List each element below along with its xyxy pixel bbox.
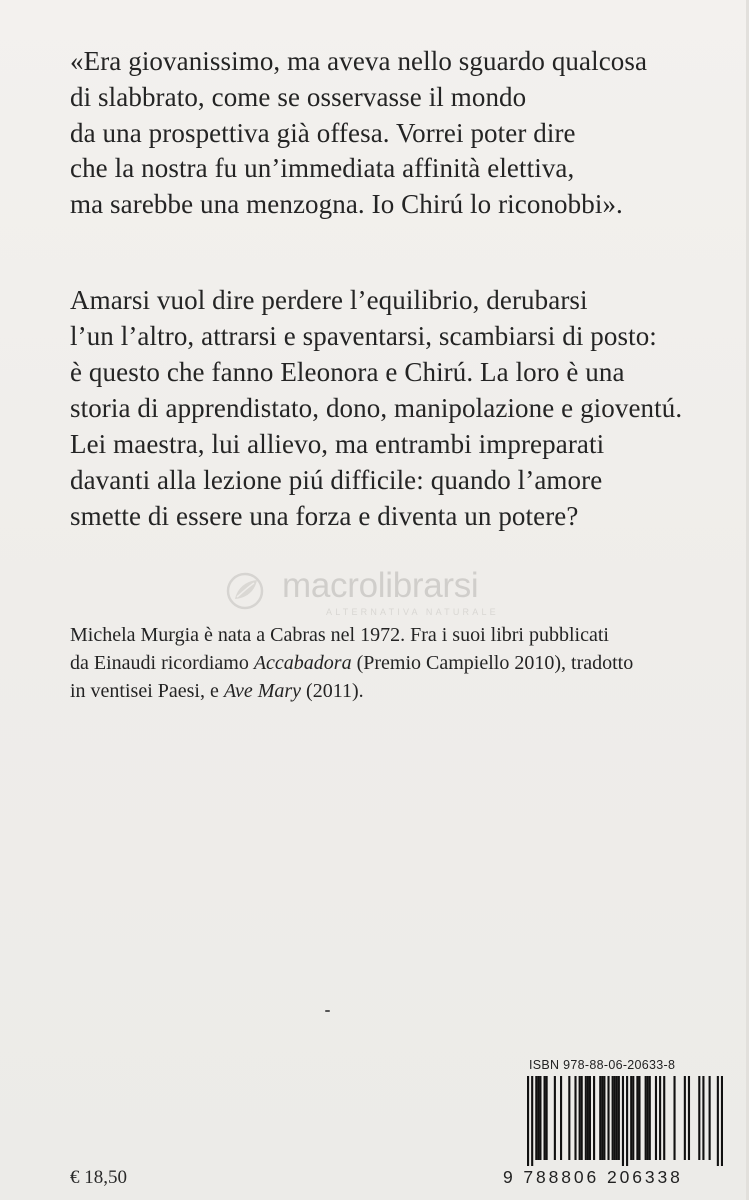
barcode-bar <box>684 1076 686 1160</box>
barcode-bar <box>601 1076 603 1160</box>
barcode-bar <box>618 1076 620 1160</box>
barcode-bar <box>655 1076 657 1160</box>
barcode-bar <box>698 1076 700 1160</box>
barcode-bar <box>647 1076 649 1160</box>
isbn-label: ISBN 978-88-06-20633-8 <box>529 1058 676 1072</box>
bio-text: (2011). <box>301 680 364 702</box>
book-title: Accabadora <box>253 652 352 674</box>
bio-text: da Einaudi ricordiamo <box>70 652 254 674</box>
opening-quote <box>70 44 720 223</box>
barcode-bar <box>603 1076 605 1160</box>
synopsis-line: davanti alla lezione piú difficile: quando l’amore <box>70 465 603 495</box>
barcode-bar <box>527 1076 529 1166</box>
barcode-bar <box>632 1076 634 1160</box>
barcode-bar <box>630 1076 632 1160</box>
barcode-bar <box>638 1076 640 1160</box>
barcode-bar <box>616 1076 618 1160</box>
bio-text: (Premio Campiello 2010), tradotto <box>351 652 634 674</box>
barcode-bar <box>663 1076 665 1160</box>
bio-text: in ventisei Paesi, e <box>70 680 224 702</box>
synopsis <box>70 282 730 534</box>
barcode-bar <box>636 1076 638 1160</box>
barcode-bar <box>614 1076 616 1160</box>
barcode-bar <box>659 1076 661 1160</box>
price: € 18,50 <box>70 1167 127 1188</box>
watermark <box>226 566 526 622</box>
leaf-logo-icon <box>226 572 264 610</box>
barcode-bar <box>535 1076 537 1160</box>
barcode-bar <box>717 1076 719 1166</box>
synopsis-line: l’un l’altro, attrarsi e spaventarsi, scambiarsi di posto: <box>70 321 657 351</box>
barcode-bar <box>546 1076 548 1160</box>
barcode-digits: 9 788806 206338 <box>503 1167 683 1187</box>
barcode-bar <box>612 1076 614 1160</box>
author-bio <box>70 621 730 705</box>
barcode-bar <box>587 1076 589 1160</box>
barcode-bar <box>554 1076 556 1160</box>
barcode-bar <box>607 1076 609 1160</box>
book-title: Ave Mary <box>223 680 302 702</box>
synopsis-line: smette di essere una forza e diventa un potere? <box>70 501 579 531</box>
barcode-bar <box>531 1076 533 1166</box>
quote-line: da una prospettiva già offesa. Vorrei poter dire <box>70 117 576 148</box>
watermark-name: macrolibrarsi <box>282 566 479 605</box>
synopsis-line: Lei maestra, lui allievo, ma entrambi impreparati <box>70 429 605 459</box>
synopsis-line: è questo che fanno Eleonora e Chirú. La loro è una <box>70 357 625 387</box>
barcode-bar <box>702 1076 704 1160</box>
barcode <box>527 1076 723 1166</box>
barcode-bar <box>574 1076 576 1160</box>
barcode-bar <box>593 1076 595 1160</box>
barcode-bar <box>560 1076 562 1160</box>
barcode-bar <box>645 1076 647 1160</box>
barcode-bar <box>688 1076 690 1160</box>
barcode-bar <box>579 1076 581 1160</box>
quote-line: ma sarebbe una menzogna. Io Chirú lo riconobbi». <box>70 189 623 220</box>
barcode-bar <box>585 1076 587 1160</box>
synopsis-line: storia di apprendistato, dono, manipolazione e gioventú. <box>70 393 683 423</box>
barcode-bar <box>544 1076 546 1160</box>
barcode-bar <box>622 1076 624 1166</box>
barcode-bar <box>589 1076 591 1160</box>
barcode-bar <box>581 1076 583 1160</box>
print-speck <box>325 1010 330 1012</box>
barcode-bar <box>626 1076 628 1166</box>
quote-line: di slabbrato, come se osservasse il mondo <box>70 81 527 112</box>
bio-line: Michela Murgia è nata a Cabras nel 1972. Fra i suoi libri pubblicati <box>70 624 609 646</box>
barcode-bar <box>673 1076 675 1160</box>
bio-line <box>70 649 730 677</box>
synopsis-line: Amarsi vuol dire perdere l’equilibrio, derubarsi <box>70 285 588 315</box>
barcode-bar <box>568 1076 570 1160</box>
quote-line: «Era giovanissimo, ma aveva nello sguardo qualcosa <box>70 46 648 76</box>
barcode-bar <box>709 1076 711 1160</box>
barcode-bar <box>649 1076 651 1160</box>
barcode-bar <box>599 1076 601 1160</box>
barcode-bar <box>539 1076 541 1160</box>
barcode-bar <box>537 1076 539 1160</box>
quote-line: che la nostra fu un’immediata affinità elettiva, <box>70 153 575 184</box>
watermark-tagline: ALTERNATIVA NATURALE <box>326 607 499 617</box>
barcode-bar <box>721 1076 723 1166</box>
bio-line <box>70 677 730 705</box>
